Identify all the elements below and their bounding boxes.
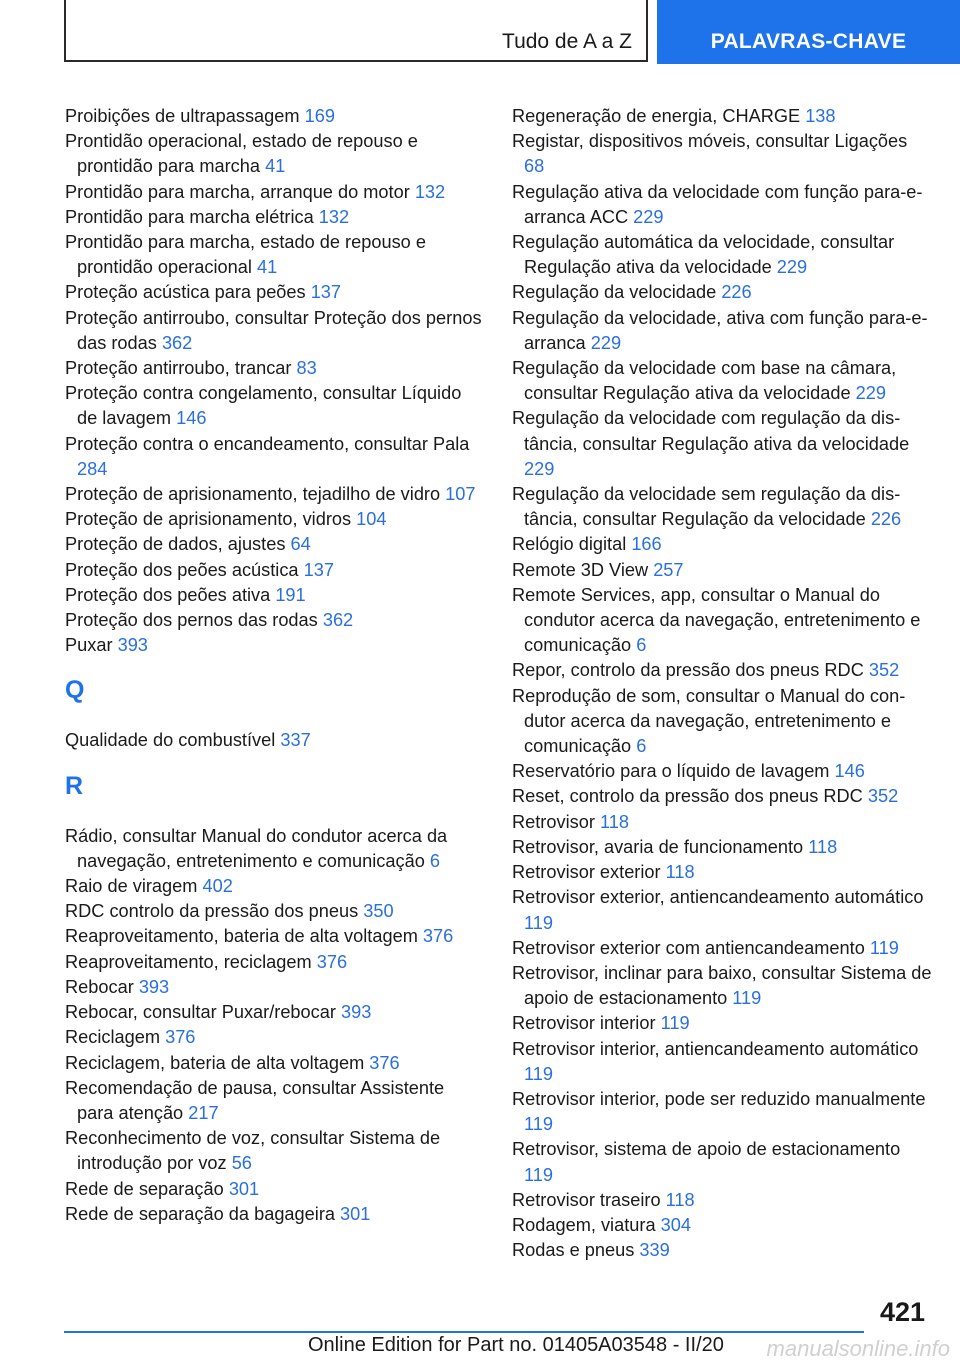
index-entry — [65, 824, 485, 874]
entry-text: Registar, dispositivos móveis, consultar Ligações — [512, 131, 908, 152]
index-entry — [512, 406, 932, 482]
section-letter-r: R — [65, 771, 84, 800]
index-list-r — [65, 824, 485, 1227]
entry-text: Rádio, consultar Manual do condutor acerca da navegação, entretenimento e comunicação — [65, 825, 448, 871]
index-entry — [65, 583, 485, 608]
page-reference-link[interactable]: 226 — [721, 282, 752, 303]
section-tab-label: PALAVRAS-CHAVE — [710, 30, 907, 53]
index-entry — [65, 280, 485, 305]
page-reference-link[interactable]: 119 — [524, 1164, 553, 1185]
index-entry — [512, 306, 932, 356]
index-entry — [512, 583, 932, 659]
entry-text: Proteção dos peões acústica — [65, 559, 304, 580]
page-reference-link[interactable]: 6 — [636, 635, 647, 656]
entry-text: Proteção dos peões ativa — [65, 584, 276, 605]
entry-text: Retrovisor — [512, 811, 600, 832]
index-entry — [512, 961, 932, 1011]
page-reference-link[interactable]: 376 — [165, 1027, 196, 1048]
index-entry — [512, 1213, 932, 1238]
index-entry — [65, 180, 485, 205]
entry-text: Retrovisor interior — [512, 1013, 661, 1034]
page-reference-link[interactable]: 119 — [869, 937, 899, 958]
page-reference-link[interactable]: 352 — [867, 786, 899, 807]
entry-text: Rebocar — [65, 976, 139, 997]
entry-text: Proteção de dados, ajustes — [65, 534, 291, 555]
index-entry — [512, 759, 932, 784]
index-entry — [512, 180, 932, 230]
entry-text: Proteção antirroubo, consultar Proteção dos pernos das rodas — [65, 307, 482, 353]
entry-text: Retrovisor, avaria de funcionamento — [512, 836, 809, 857]
index-entry — [512, 1011, 932, 1036]
index-entry — [65, 482, 485, 507]
page-reference-link[interactable]: 119 — [524, 1114, 553, 1135]
index-entry — [512, 280, 932, 305]
index-entry — [65, 104, 485, 129]
page-reference-link[interactable]: 6 — [636, 736, 647, 757]
index-entry — [512, 936, 932, 961]
page-reference-link[interactable]: 217 — [188, 1102, 219, 1123]
entry-text: Prontidão para marcha elétrica — [65, 206, 319, 227]
index-entry — [65, 1000, 485, 1025]
page-reference-link[interactable]: 229 — [855, 383, 886, 404]
entry-text: Reaproveitamento, reciclagem — [65, 951, 317, 972]
page-reference-link[interactable]: 138 — [805, 106, 836, 126]
entry-text: Reciclagem, bateria de alta voltagem — [65, 1052, 370, 1073]
entry-text: Retrovisor exterior — [512, 862, 666, 883]
index-entry — [512, 532, 932, 557]
page-reference-link[interactable]: 118 — [665, 862, 695, 883]
entry-text: Qualidade do combustível — [65, 730, 281, 751]
index-entry — [65, 924, 485, 949]
index-entry — [65, 1051, 485, 1076]
page-reference-link[interactable]: 301 — [228, 1178, 260, 1199]
page-reference-link[interactable]: 119 — [524, 912, 553, 933]
index-entry — [65, 356, 485, 381]
page-reference-link[interactable]: 132 — [414, 181, 446, 202]
page-reference-link[interactable]: 393 — [117, 635, 148, 656]
index-entry — [65, 950, 485, 975]
index-column-right — [512, 104, 932, 1263]
entry-text: RDC controlo da pressão dos pneus — [65, 901, 364, 922]
entry-text: Remote 3D View — [512, 559, 654, 580]
index-entry — [65, 507, 485, 532]
page-reference-link[interactable]: 229 — [524, 458, 555, 479]
page-reference-link[interactable]: 337 — [280, 730, 311, 751]
entry-text: Regulação ativa da velocidade com função para-e-arranca ACC — [512, 181, 923, 227]
page-reference-link[interactable]: 146 — [176, 408, 207, 429]
index-entry — [65, 230, 485, 280]
entry-text: Rede de separação da bagageira — [65, 1203, 341, 1224]
watermark: manualsonline.info — [766, 1336, 950, 1361]
entry-text: Puxar — [65, 635, 118, 656]
index-entry — [65, 975, 485, 1000]
section-tab-keywords — [657, 0, 960, 64]
index-entry — [512, 104, 932, 129]
page-reference-link[interactable]: 104 — [356, 509, 387, 530]
entry-text: Rede de separação — [65, 1178, 229, 1199]
footer-divider — [64, 1331, 864, 1333]
page-reference-link[interactable]: 41 — [256, 257, 278, 278]
index-entry — [65, 1025, 485, 1050]
page-reference-link[interactable]: 257 — [653, 559, 684, 580]
index-entry — [65, 728, 485, 753]
entry-text: Rodas e pneus — [512, 1240, 640, 1261]
index-entry — [512, 684, 932, 760]
page-reference-link[interactable]: 119 — [732, 988, 762, 1009]
page-reference-link[interactable]: 304 — [660, 1214, 691, 1235]
entry-text: Retrovisor, sistema de apoio de estacionamento — [512, 1139, 901, 1160]
entry-text: Raio de viragem — [65, 876, 203, 897]
index-column-left — [65, 104, 485, 1227]
entry-text: Proteção contra congelamento, consultar Líquido de lavagem — [65, 383, 462, 429]
index-entry — [512, 835, 932, 860]
entry-text: Regulação automática da velocidade, consultar Regulação ativa da velocidade — [512, 232, 895, 278]
entry-text: Regulação da velocidade com regulação da distância, consultar Regulação ativa da velocidade — [512, 408, 910, 454]
entry-text: Reciclagem — [65, 1027, 166, 1048]
entry-text: Regeneração de energia, CHARGE — [512, 106, 806, 126]
page-reference-link[interactable]: 56 — [231, 1153, 252, 1174]
entry-text: Repor, controlo da pressão dos pneus RDC — [512, 660, 869, 681]
index-entry — [512, 860, 932, 885]
page-reference-link[interactable]: 393 — [340, 1002, 372, 1023]
entry-text: Proteção contra o encandeamento, consultar Pala — [65, 433, 470, 454]
page-reference-link[interactable]: 226 — [870, 509, 902, 530]
entry-text: Retrovisor, inclinar para baixo, consultar Sistema de apoio de estacionamento — [512, 962, 932, 1009]
index-entry — [65, 874, 485, 899]
page-reference-link[interactable]: 402 — [202, 876, 233, 897]
entry-text: Rodagem, viatura — [512, 1214, 661, 1235]
index-entry — [65, 608, 485, 633]
index-entry — [65, 381, 485, 431]
entry-text: Retrovisor interior, pode ser reduzido manualmente — [512, 1088, 926, 1109]
page-reference-link[interactable]: 118 — [808, 836, 838, 857]
page-reference-link[interactable]: 118 — [665, 1189, 695, 1210]
entry-text: Remote Services, app, consultar o Manual do condutor acerca da navegação, entretenimento e comunicação — [512, 584, 921, 656]
page-reference-link[interactable]: 119 — [660, 1013, 690, 1034]
page-reference-link[interactable]: 362 — [322, 610, 354, 631]
page-reference-link[interactable]: 393 — [138, 976, 170, 997]
page-reference-link[interactable]: 137 — [303, 559, 334, 580]
page-reference-link[interactable]: 301 — [340, 1203, 371, 1224]
entry-text: Reprodução de som, consultar o Manual do condutor acerca da navegação, entretenimento e comunicação — [512, 685, 906, 757]
page-reference-link[interactable]: 146 — [834, 761, 865, 782]
index-entry — [512, 558, 932, 583]
entry-text: Reset, controlo da pressão dos pneus RDC — [512, 786, 868, 807]
index-entry — [65, 899, 485, 924]
page-reference-link[interactable]: 352 — [868, 660, 900, 681]
index-list-r-continued — [512, 104, 932, 1263]
index-entry — [512, 1037, 932, 1087]
entry-text: Proteção de aprisionamento, vidros — [65, 509, 357, 530]
index-list-p — [65, 104, 485, 658]
page-reference-link[interactable]: 229 — [590, 332, 622, 353]
index-entry — [512, 658, 932, 683]
page-reference-link[interactable]: 376 — [422, 926, 454, 947]
entry-text: Regulação da velocidade — [512, 282, 722, 303]
page-reference-link[interactable]: 339 — [639, 1240, 670, 1261]
entry-text: Prontidão para marcha, estado de repouso e prontidão operacional — [65, 232, 426, 278]
entry-text: Prontidão operacional, estado de repouso e prontidão para marcha — [65, 131, 418, 177]
section-letter-q: Q — [65, 676, 85, 705]
entry-text: Rebocar, consultar Puxar/rebocar — [65, 1002, 341, 1023]
index-list-q — [65, 728, 485, 753]
entry-text: Retrovisor interior, antiencandeamento automático — [512, 1038, 919, 1059]
breadcrumb-tab — [64, 0, 648, 62]
entry-text: Reconhecimento de voz, consultar Sistema de introdução por voz — [65, 1128, 441, 1174]
index-entry — [512, 482, 932, 532]
page-reference-link[interactable]: 6 — [429, 850, 440, 871]
entry-text: Regulação da velocidade, ativa com função para-e-arranca — [512, 307, 928, 353]
index-entry — [65, 633, 485, 658]
page-reference-link[interactable]: 41 — [265, 156, 286, 177]
entry-text: Proteção antirroubo, trancar — [65, 358, 297, 379]
entry-text: Reaproveitamento, bateria de alta voltagem — [65, 926, 423, 947]
page-reference-link[interactable]: 376 — [316, 951, 348, 972]
entry-text: Reservatório para o líquido de lavagem — [512, 761, 835, 782]
entry-text: Proteção acústica para peões — [65, 282, 311, 303]
entry-text: Proibições de ultrapassagem — [65, 106, 305, 126]
page-reference-link[interactable]: 376 — [369, 1052, 400, 1073]
index-entry — [65, 558, 485, 583]
page-reference-link[interactable]: 362 — [161, 332, 193, 353]
entry-text: Regulação da velocidade com base na câmara, consultar Regulação ativa da velocidade — [512, 358, 897, 404]
index-entry — [65, 306, 485, 356]
index-entry — [512, 784, 932, 809]
page-reference-link[interactable]: 229 — [633, 206, 664, 227]
edition-footer: Online Edition for Part no. 01405A03548 - II/20 — [308, 1334, 724, 1356]
index-entry — [65, 1202, 485, 1227]
index-entry — [512, 356, 932, 406]
index-entry — [65, 1177, 485, 1202]
page-reference-link[interactable]: 107 — [445, 484, 476, 505]
index-entry — [512, 129, 932, 179]
page-reference-link[interactable]: 118 — [599, 811, 629, 832]
entry-text: Regulação da velocidade sem regulação da distância, consultar Regulação da velocidade — [512, 484, 901, 530]
entry-text: Relógio digital — [512, 534, 632, 555]
page-reference-link[interactable]: 229 — [776, 257, 808, 278]
page-reference-link[interactable]: 350 — [363, 901, 394, 922]
index-entry — [512, 230, 932, 280]
index-entry — [65, 1126, 485, 1176]
index-entry — [512, 885, 932, 935]
index-entry — [512, 810, 932, 835]
page-reference-link[interactable]: 64 — [290, 534, 311, 555]
index-entry — [512, 1188, 932, 1213]
index-entry — [512, 1087, 932, 1137]
index-entry — [65, 205, 485, 230]
page-reference-link[interactable]: 68 — [524, 156, 545, 177]
index-entry — [65, 532, 485, 557]
page-reference-link[interactable]: 191 — [275, 584, 306, 605]
index-entry — [512, 1238, 932, 1263]
entry-text: Retrovisor exterior com antiencandeamento — [512, 937, 870, 958]
page-reference-link[interactable]: 132 — [318, 206, 350, 227]
index-entry — [65, 1076, 485, 1126]
page-number: 421 — [879, 1297, 925, 1327]
entry-text: Prontidão para marcha, arranque do motor — [65, 181, 415, 202]
breadcrumb-label: Tudo de A a Z — [502, 30, 632, 53]
page-reference-link[interactable]: 284 — [77, 458, 108, 479]
entry-text: Recomendação de pausa, consultar Assistente para atenção — [65, 1077, 445, 1123]
page-reference-link[interactable]: 137 — [310, 282, 342, 303]
page-reference-link[interactable]: 166 — [631, 534, 662, 555]
page-reference-link[interactable]: 169 — [304, 106, 335, 126]
page-reference-link[interactable]: 83 — [296, 358, 317, 379]
page-reference-link[interactable]: 119 — [524, 1063, 553, 1084]
entry-text: Retrovisor exterior, antiencandeamento automático — [512, 887, 924, 908]
entry-text: Proteção de aprisionamento, tejadilho de vidro — [65, 484, 446, 505]
index-entry — [65, 432, 485, 482]
index-entry — [65, 129, 485, 179]
index-entry — [512, 1137, 932, 1187]
entry-text: Retrovisor traseiro — [512, 1189, 666, 1210]
entry-text: Proteção dos pernos das rodas — [65, 610, 323, 631]
